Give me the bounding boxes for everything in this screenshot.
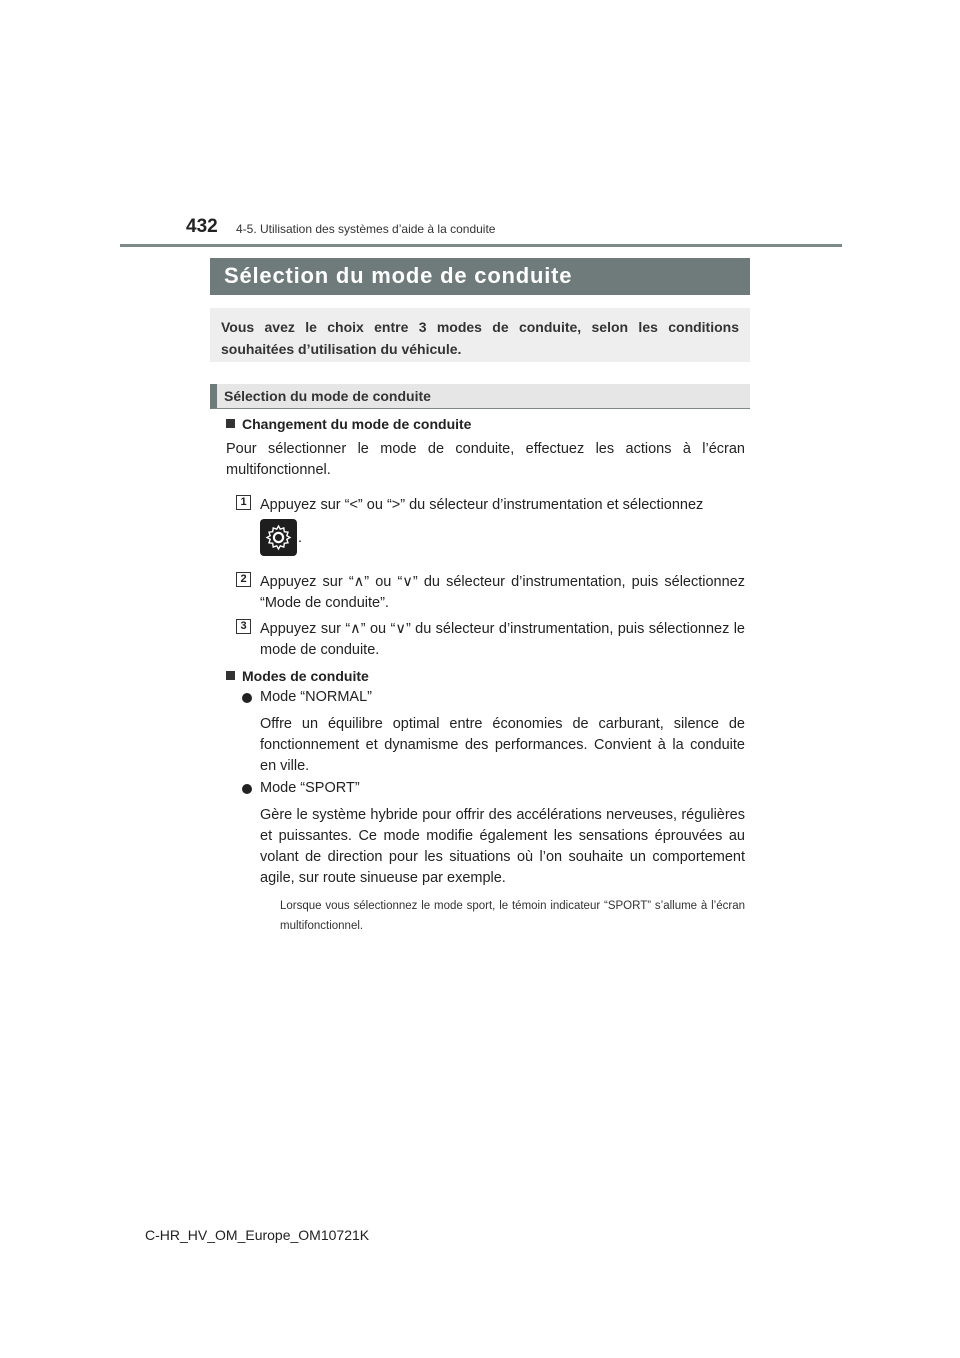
round-bullet-icon	[242, 784, 252, 794]
section-heading: Sélection du mode de conduite	[224, 388, 431, 404]
subheading-text: Changement du mode de conduite	[242, 416, 472, 432]
step-3-text: Appuyez sur “∧” ou “∨” du sélecteur d’instrumentation, puis sélectionnez le mode de conduite.	[260, 621, 745, 658]
step-1-text: Appuyez sur “<” ou “>” du sélecteur d’instrumentation et sélectionnez	[260, 497, 704, 513]
page-number: 432	[186, 216, 218, 237]
step-number-3: 3	[236, 619, 251, 634]
header-divider	[120, 244, 842, 247]
subheading-text: Modes de conduite	[242, 668, 369, 684]
subheading-change-mode	[226, 416, 471, 432]
mode-normal-name: Mode “NORMAL”	[260, 689, 372, 705]
page-title: Sélection du mode de conduite	[224, 263, 573, 288]
change-mode-text: Pour sélectionner le mode de conduite, effectuez les actions à l’écran multifonctionnel.	[226, 441, 745, 478]
mode-sport-name: Mode “SPORT”	[260, 780, 360, 796]
section-heading-bar	[210, 384, 750, 409]
step-number-1: 1	[236, 495, 251, 510]
subheading-driving-modes	[226, 668, 369, 684]
settings-gear-icon	[260, 519, 297, 556]
square-bullet-icon	[226, 419, 235, 428]
round-bullet-icon	[242, 693, 252, 703]
page-title-bar	[210, 258, 750, 295]
intro-box: Vous avez le choix entre 3 modes de conduite, selon les conditions souhaitées d’utilisation du véhicule.	[210, 308, 750, 362]
square-bullet-icon	[226, 671, 235, 680]
step-number-2: 2	[236, 572, 251, 587]
sport-mode-note: Lorsque vous sélectionnez le mode sport, le témoin indicateur “SPORT” s’allume à l’écran multifonctionnel.	[280, 900, 745, 932]
chapter-title: 4-5. Utilisation des systèmes d’aide à la conduite	[236, 222, 496, 236]
document-code: C-HR_HV_OM_Europe_OM10721K	[145, 1227, 370, 1243]
mode-sport-description: Gère le système hybride pour offrir des accélérations nerveuses, régulières et puissantes. Ce mode modifie également les sensations éprouvées au volant de direction pour les situations où l’on souhaite un comportement agile, sur route sinueuse par exemple.	[260, 807, 745, 886]
step-1-suffix: .	[298, 530, 303, 546]
step-2-text: Appuyez sur “∧” ou “∨” du sélecteur d’instrumentation, puis sélectionnez “Mode de conduite”.	[260, 574, 745, 611]
mode-normal-description: Offre un équilibre optimal entre économies de carburant, silence de fonctionnement et dynamisme des performances. Convient à la conduite en ville.	[260, 716, 745, 774]
